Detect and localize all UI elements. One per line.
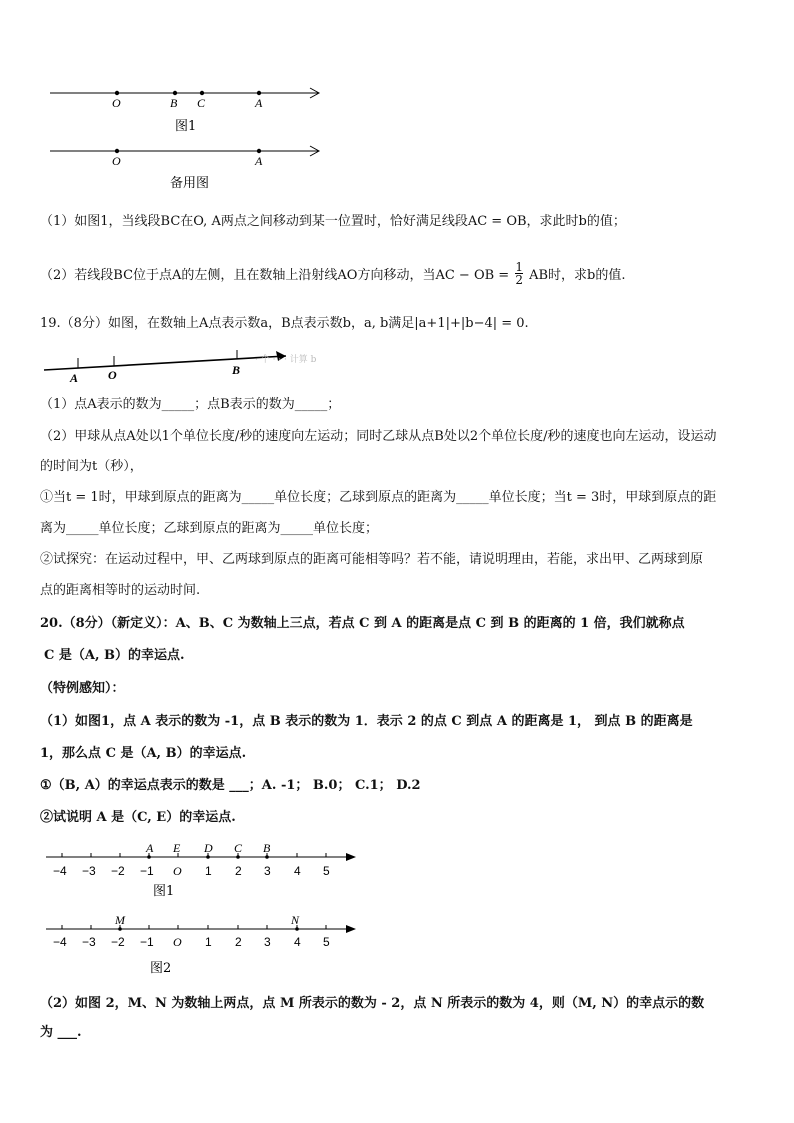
tick-label: 1 <box>205 864 212 878</box>
q20-part1-explain: ②试说明 A 是（C, E）的幸运点. <box>40 810 236 825</box>
q20-part1-line1: （1）如图1，点 A 表示的数为 -1，点 B 表示的数为 1．表示 2 的点 C 到点 A 的距离是 1， 到点 B 的距离是 <box>40 714 693 729</box>
q20-title-line1: 20.（8分）（新定义）：A、B、C 为数轴上三点，若点 C 到 A 的距离是点 C 到 B 的距离的 1 倍，我们就称点 <box>40 616 685 631</box>
q20-number-line-fig2 <box>46 913 356 976</box>
point-label-O: O <box>108 368 117 382</box>
fraction-one-half: $\frac{1}{2}$ <box>515 260 523 287</box>
tick-label: 4 <box>294 864 301 878</box>
q20-part2-line1: （2）如图 2，M、N 为数轴上两点，点 M 所表示的数为 - 2，点 N 所表示的数为 4，则（M, N）的幸点示的数 <box>40 996 705 1011</box>
q20-part1-choice: ①（B, A）的幸运点表示的数是 ___；A. -1； B.0； C.1； D.2 <box>40 778 421 793</box>
point-label-B: B <box>263 841 271 855</box>
point-label-C: C <box>234 841 243 855</box>
tick-label: −3 <box>82 935 96 949</box>
tick-label: 3 <box>264 935 271 949</box>
q18-part2-text-a: （2）若线段BC位于点A的左侧，且在数轴上沿射线AO方向移动，当AC − OB = <box>40 268 510 283</box>
q19-part3-line2: 离为_____单位长度；乙球到原点的距离为_____单位长度； <box>40 521 379 536</box>
figure-caption: 备用图 <box>170 176 210 191</box>
point-label-A: A <box>255 154 263 168</box>
tick-label: 1 <box>205 935 212 949</box>
q20-part2-line2: 为 ___. <box>40 1025 82 1040</box>
point-label-A: A <box>255 96 263 110</box>
tick-label: 3 <box>264 864 271 878</box>
tick-label: −2 <box>111 864 125 878</box>
point-label-O: O <box>112 96 121 110</box>
point-label-B: B <box>170 96 178 110</box>
tick-label-origin: O <box>173 864 182 878</box>
tick-label: 4 <box>294 935 301 949</box>
tick-label: 2 <box>235 864 242 878</box>
tick-label: −1 <box>140 864 154 878</box>
point-label-M: M <box>115 913 125 927</box>
q18-part1: （1）如图1，当线段BC在O, A两点之间移动到某一位置时，恰好满足线段AC = OB，求此时b的值； <box>40 214 626 229</box>
tick-label: 2 <box>235 935 242 949</box>
figure-caption: 图2 <box>150 961 172 976</box>
figure-caption: 图1 <box>175 119 197 134</box>
tick-label: −4 <box>53 935 67 949</box>
point-label-C: C <box>197 96 206 110</box>
point-label-N: N <box>291 913 300 927</box>
tick-label: 5 <box>323 935 330 949</box>
point-label-E: E <box>173 841 181 855</box>
q19-part2-line1: （2）甲球从点A处以1个单位长度/秒的速度向左运动；同时乙球从点B处以2个单位长度/秒的速度也向左运动，设运动 <box>40 429 717 444</box>
q20-title-line2: C 是（A, B）的幸运点. <box>44 648 185 663</box>
tick-label-origin: O <box>173 935 182 949</box>
q20-number-line-fig1 <box>46 841 356 899</box>
q20-section-heading: （特例感知）： <box>40 681 125 696</box>
figure-caption: 图1 <box>153 884 175 899</box>
tick-label: 5 <box>323 864 330 878</box>
tick-label: −3 <box>82 864 96 878</box>
point-label-B: B <box>232 363 241 377</box>
q19-part4-line2: 点的距离相等时的运动时间. <box>40 583 201 598</box>
q19-part4-line1: ②试探究：在运动过程中，甲、乙两球到原点的距离可能相等吗？若不能，请说明理由，若能，求出甲、乙两球到原 <box>40 552 704 567</box>
q19-part1: （1）点A表示的数为_____；点B表示的数为_____； <box>40 397 341 412</box>
tick-label: −4 <box>53 864 67 878</box>
faint-watermark-text: · 个 · · · 计算 b <box>255 355 317 365</box>
q20-part1-line2: 1，那么点 C 是（A, B）的幸运点. <box>40 746 247 761</box>
q18-part2-text-b: AB时，求b的值. <box>529 268 626 283</box>
q19-title: 19.（8分）如图，在数轴上A点表示数a，B点表示数b，a, b满足|a+1|+|b−4| = 0. <box>40 316 529 331</box>
tick-label: −2 <box>111 935 125 949</box>
point-label-D: D <box>204 841 213 855</box>
point-label-A: A <box>70 371 79 385</box>
q19-part3-line1: ①当t = 1时，甲球到原点的距离为_____单位长度；乙球到原点的距离为_____单位长度；当t = 3时，甲球到原点的距 <box>40 490 717 505</box>
point-label-A: A <box>146 841 154 855</box>
tick-label: −1 <box>140 935 154 949</box>
q19-part2-line2: 的时间为t（秒）， <box>40 459 143 474</box>
point-label-O: O <box>112 154 121 168</box>
